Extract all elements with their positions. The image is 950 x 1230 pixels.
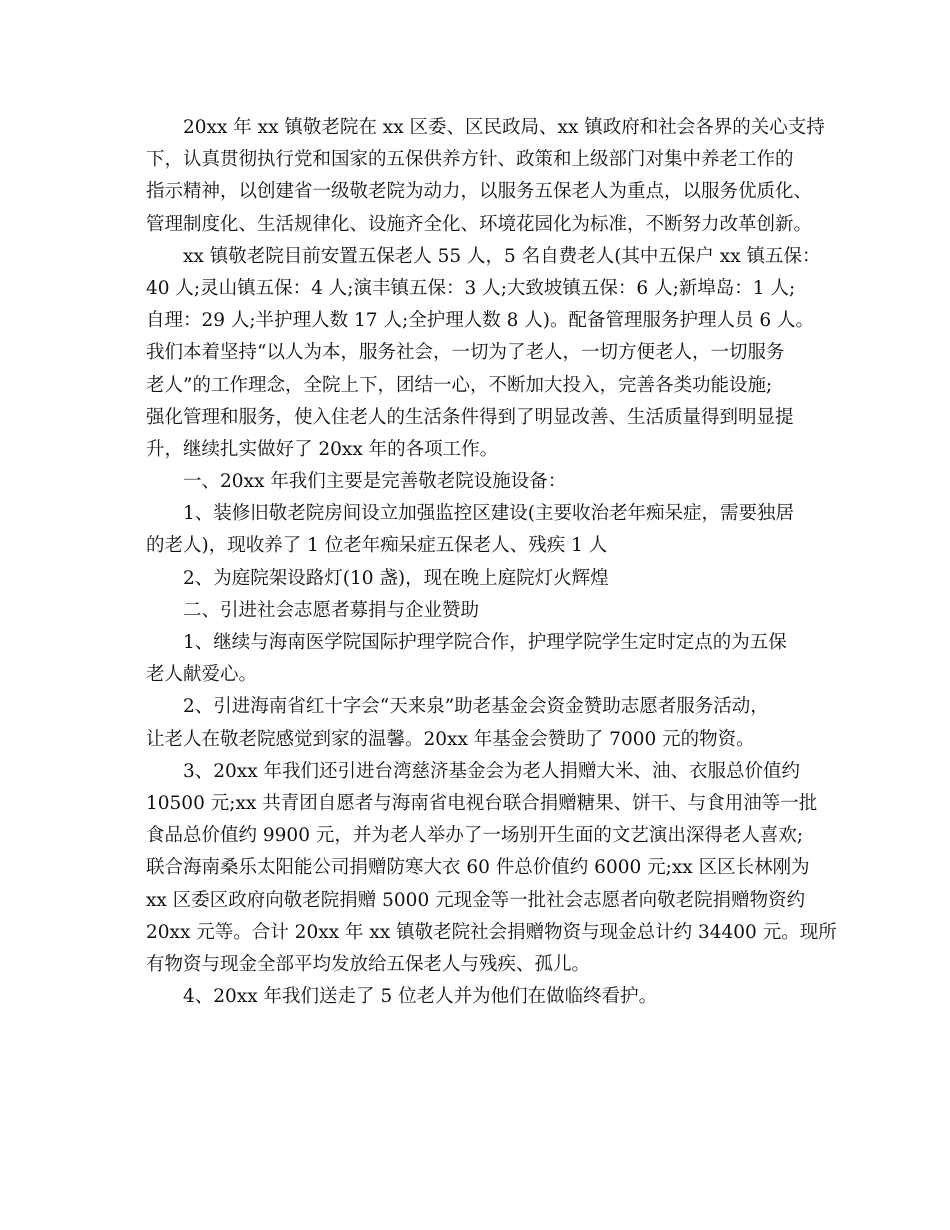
paragraph [146, 691, 810, 755]
paragraph [146, 563, 810, 595]
paragraph [146, 595, 810, 627]
text-line: 指示精神，以创建省一级敬老院为动力，以服务五保老人为重点，以服务优质化、 [146, 181, 813, 203]
text-line: 1、装修旧敬老院房间设立加强监控区建设(主要收治老年痴呆症，需要独居 [183, 503, 794, 525]
text-line: 老人”的工作理念，全院上下，团结一心，不断加大投入，完善各类功能设施; [146, 374, 773, 396]
text-line: 自理：29 人;半护理人数 17 人;全护理人数 8 人)。配备管理服务护理人员 6 人。 [146, 310, 814, 332]
text-line: xx 区委区政府向敬老院捐赠 5000 元现金等一批社会志愿者向敬老院捐赠物资约 [146, 889, 806, 911]
text-line: 3、20xx 年我们还引进台湾慈济基金会为老人捐赠大米、油、衣服总价值约 [183, 760, 801, 782]
paragraph [146, 981, 810, 1013]
text-line: 20xx 年 xx 镇敬老院在 xx 区委、区民政局、xx 镇政府和社会各界的关心支持 [183, 117, 825, 138]
text-line: 2、引进海南省红十字会“天来泉”助老基金会资金赞助志愿者服务活动， [183, 696, 769, 718]
text-line: 20xx 元等。合计 20xx 年 xx 镇敬老院社会捐赠物资与现金总计约 34400 元。现所 [146, 921, 837, 943]
text-line: 2、为庭院架设路灯(10 盏)，现在晚上庭院灯火辉煌 [183, 567, 609, 589]
paragraph [146, 756, 837, 981]
text-line: 老人献爱心。 [146, 664, 258, 686]
paragraph [146, 112, 825, 241]
paragraph [146, 627, 810, 691]
text-line: 的老人)，现收养了 1 位老年痴呆症五保老人、残疾 1 人 [146, 535, 608, 557]
text-line: 1、继续与海南医学院国际护理学院合作，护理学院学生定时定点的为五保 [183, 632, 787, 653]
paragraph [146, 498, 810, 562]
text-line: 让老人在敬老院感觉到家的温馨。20xx 年基金会赞助了 7000 元的物资。 [146, 728, 755, 750]
text-line: 升，继续扎实做好了 20xx 年的各项工作。 [146, 438, 499, 460]
paragraph [146, 466, 810, 498]
document-body [146, 112, 837, 1013]
text-line: 管理制度化、生活规律化、设施齐全化、环境花园化为标准，不断努力改革创新。 [146, 213, 813, 235]
text-line: 强化管理和服务，使入住老人的生活条件得到了明显改善、生活质量得到明显提 [146, 406, 794, 428]
text-line: 40 人;灵山镇五保：4 人;演丰镇五保：3 人;大致坡镇五保：6 人;新埠岛：1 人; [146, 277, 796, 299]
text-line: 联合海南桑乐太阳能公司捐赠防寒大衣 60 件总价值约 6000 元;xx 区区长林刚为 [146, 857, 810, 879]
text-line: 我们本着坚持“以人为本，服务社会，一切为了老人，一切方便老人，一切服务 [146, 342, 785, 364]
text-line: 食品总价值约 9900 元，并为老人举办了一场别开生面的文艺演出深得老人喜欢; [146, 825, 804, 847]
text-line: 下，认真贯彻执行党和国家的五保供养方针、政策和上级部门对集中养老工作的 [146, 149, 794, 171]
text-line: 一、20xx 年我们主要是完善敬老院设施设备： [183, 471, 567, 493]
text-line: 4、20xx 年我们送走了 5 位老人并为他们在做临终看护。 [183, 986, 658, 1008]
text-line: 10500 元;xx 共青团自愿者与海南省电视台联合捐赠糖果、饼干、与食用油等一批 [146, 792, 818, 814]
text-line: xx 镇敬老院目前安置五保老人 55 人，5 名自费老人(其中五保户 xx 镇五保： [183, 245, 821, 267]
text-line: 有物资与现金全部平均发放给五保老人与残疾、孤儿。 [146, 953, 591, 975]
paragraph [146, 241, 821, 466]
text-line: 二、引进社会志愿者募捐与企业赞助 [183, 599, 480, 621]
